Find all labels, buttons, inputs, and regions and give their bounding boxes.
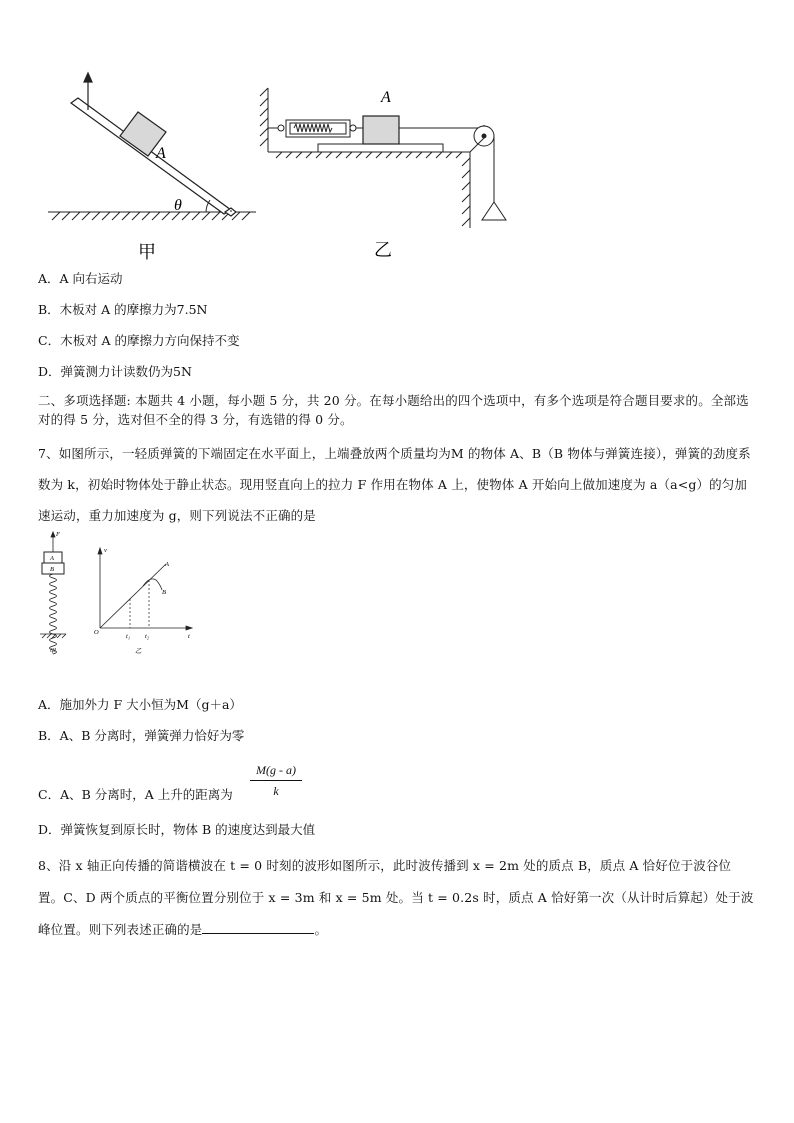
fraction-numerator: M(g - a) — [250, 763, 302, 781]
q7-option-a: A．施加外力 F 大小恒为M（g＋a） — [38, 697, 242, 712]
caption-yi-small: 乙 — [135, 648, 142, 655]
label-block-a: A — [50, 555, 54, 562]
inclined-board — [71, 98, 236, 216]
label-t-axis: t — [188, 633, 190, 640]
label-t2: t₂ — [145, 633, 150, 640]
label-theta: θ — [174, 197, 182, 214]
section2-header: 二、多项选择题: 本题共 4 小题，每小题 5 分，共 20 分。在每小题给出的四个选项中，有多个选项是符合题目要求的。全部选对的得 5 分，选对但不全的得 3 分，有选错的得 0 分。 — [38, 393, 749, 427]
line-a — [100, 564, 166, 628]
q6-option-c: C．木板对 A 的摩擦力方向保持不变 — [38, 333, 240, 348]
spring-base — [40, 634, 66, 638]
wall-left — [260, 88, 268, 152]
q8-stem — [38, 850, 756, 946]
answer-blank[interactable] — [202, 922, 314, 934]
figure-incline-and-pulley — [38, 70, 518, 265]
q6-option-a: A．A 向右运动 — [38, 271, 123, 286]
label-t1: t₁ — [126, 633, 131, 640]
fraction-denominator: k — [273, 784, 279, 798]
caption-yi: 乙 — [374, 240, 392, 261]
table-surface — [268, 152, 470, 228]
label-a-right: A — [381, 89, 391, 106]
curve-b — [143, 579, 162, 590]
caption-jia: 甲 — [138, 242, 156, 263]
q6-option-b: B．木板对 A 的摩擦力为7.5N — [38, 302, 208, 317]
wooden-board — [318, 144, 443, 152]
spring-scale — [268, 120, 363, 137]
dashed-guides — [130, 580, 149, 628]
q7-stem: 7、如图所示，一轻质弹簧的下端固定在水平面上，上端叠放两个质量均为M 的物体 A、B（B 物体与弹簧连接），弹簧的劲度系数为 k，初始时物体处于静止状态。现用竖直向上的拉力 F 作用在物体 A 上，使物体 A 开始向上做加速度为 a（a<g）的匀加速运动，重力加速度为 g，则下列说法不正确的是 — [38, 446, 751, 523]
rope-and-pulley — [399, 125, 506, 220]
label-v: v — [104, 547, 107, 554]
label-origin: O — [94, 629, 99, 636]
q8-end: 。 — [314, 922, 328, 937]
q7-option-b: B．A、B 分离时，弹簧弹力恰好为零 — [38, 728, 245, 743]
q6-option-d: D．弹簧测力计读数仍为5N — [38, 364, 192, 379]
arrow-f — [51, 532, 55, 552]
caption-jia-small: 甲 — [49, 648, 56, 655]
vt-axes — [98, 548, 192, 630]
block-a-right — [363, 116, 399, 144]
label-f: F — [56, 531, 60, 538]
spring-coil — [50, 574, 57, 654]
label-a-left: A — [156, 145, 166, 162]
label-curve-a: A — [165, 561, 169, 568]
fraction-m-g-a-over-k — [250, 763, 302, 799]
q7-option-d: D．弹簧恢复到原长时，物体 B 的速度达到最大值 — [38, 822, 316, 837]
q8-text: 8、沿 x 轴正向传播的简谐横波在 t = 0 时刻的波形如图所示，此时波传播到 x = 2m 处的质点 B，质点 A 恰好位于波谷位置。C、D 两个质点的平衡位置分别位于 x = 3m 和 x = 5m 处。当 t = 0.2s 时，质点 A 恰好第一次（从计时后算起）处于波峰位置。则下列表述正确的是 — [38, 858, 754, 937]
label-block-b: B — [50, 566, 54, 573]
label-curve-b: B — [162, 589, 166, 596]
figure-spring-and-vt-graph — [38, 528, 198, 658]
q7-option-c: C．A、B 分离时，A 上升的距离为 — [38, 787, 233, 802]
